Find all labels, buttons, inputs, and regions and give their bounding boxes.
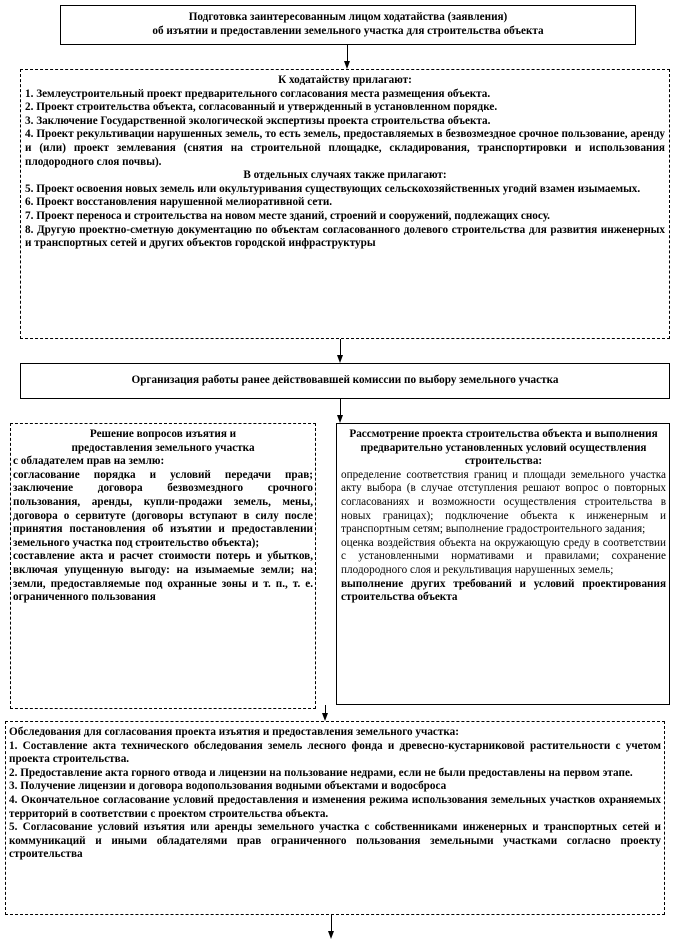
review-paragraph-3: выполнение других требований и условий проектирования строительства объекта [341, 577, 666, 604]
inspection-item-1: 1. Составление акта технического обследования земель лесного фонда и древесно-кустарниковой растительности с учетом проекта строительства. [9, 739, 661, 766]
review-paragraph-1: определение соответствия границ и площади земельного участка акту выбора (в случае отступления решают вопрос о повторных согласованиях и возможности осуществления строительства в новых границах); подключение объекта к инженерным и транспортным сетям; выполнение градостроительного задания; [341, 468, 666, 536]
attachment-item-1: 1. Землеустроительный проект предварительного согласования места размещения объекта. [25, 87, 491, 100]
arrow-out-bottom [328, 915, 336, 939]
inspection-item-2: 2. Предоставление акта горного отвода и лицензии на пользование недрами, если не были предоставлены на первом этапе. [9, 766, 633, 779]
attachment-item-5: 5. Проект освоения новых земель или окультуривания существующих сельскохозяйственных угодий взамен изымаемых. [25, 182, 641, 195]
arrow-1-2 [344, 45, 352, 69]
attachment-item-2: 2. Проект строительства объекта, согласованный и утвержденный в установленном порядке. [25, 101, 498, 114]
inspection-item-4: 4. Окончательное согласование условий предоставления и изменения режима использования земельных участков охраняемых территорий в соответствии с проектом строительства объекта. [9, 793, 661, 820]
withdrawal-subtitle: с обладателем прав на землю: [13, 455, 165, 468]
commission-text: Организация работы ранее действовавшей комиссии по выбору земельного участка [131, 374, 559, 386]
attachment-item-3: 3. Заключение Государственной экологической экспертизы проекта строительства объекта. [25, 114, 491, 127]
review-paragraph-2: оценка воздействия объекта на окружающую среду в соответствии с установленными нормативами и правилами; сохранение плодородного слоя и рекультивация нарушенных земель; [341, 536, 666, 576]
box-petition-preparation [60, 5, 636, 45]
attachments-subheading: В отдельных случаях также прилагают: [243, 169, 447, 182]
box-attachments [20, 69, 670, 339]
attachment-item-4: 4. Проект рекультивации нарушенных земель, то есть земель, предоставляемых в безвозмездное срочное пользование, аренду и (или) проект землевания (снятия на строительной площадке, складирования, транспортировки и использования плодородного слоя почвы). [25, 128, 665, 168]
box-petition-line1: Подготовка заинтересованным лицом ходатайства (заявления) [188, 11, 508, 23]
attachment-item-6: 6. Проект восстановления нарушенной мелиоративной сети. [25, 196, 333, 209]
attachments-heading: К ходатайству прилагают: [278, 74, 412, 86]
arrow-3-split [337, 399, 345, 423]
box-project-review [336, 423, 670, 705]
box-withdrawal-issues [10, 423, 316, 709]
box-inspections [5, 721, 665, 915]
box-petition-line2: об изъятии и предоставлении земельного участка для строительства объекта [152, 24, 544, 37]
withdrawal-paragraph-2: составление акта и расчет стоимости потерь и убытков, включая упущенную выгоду: на изымаемые земли; на земли, предоставляемые под охранные зоны и т. п., т. е. ограниченного пользования [13, 550, 313, 604]
box-commission [20, 363, 670, 399]
review-title: Рассмотрение проекта строительства объекта и выполнения предварительно установленных условий осуществления строительства: [349, 428, 658, 468]
inspections-heading: Обследования для согласования проекта изъятия и предоставления земельного участка: [9, 726, 459, 738]
inspection-item-3: 3. Получение лицензии и договора водопользования водными объектами и водосброса [9, 780, 447, 793]
attachment-item-8: 8. Другую проектно-сметную документацию по объектам согласованного долевого строительства для развития инженерных и транспортных сетей и других объектов городской инфраструктуры [25, 223, 665, 250]
arrow-2-3 [337, 339, 345, 363]
withdrawal-title: Решение вопросов изъятия и предоставления земельного участка [71, 428, 255, 454]
arrow-to-inspections [322, 705, 330, 721]
inspection-item-5: 5. Согласование условий изъятия или аренды земельного участка с собственниками инженерных и транспортных сетей и коммуникаций и иными обладателями прав ограниченного пользования земельными участками согласно проекту строительства [9, 821, 661, 861]
attachment-item-7: 7. Проект переноса и строительства на новом месте зданий, строений и сооружений, подлежащих сносу. [25, 209, 550, 222]
withdrawal-paragraph-1: согласование порядка и условий передачи прав; заключение договора безвозмездного срочного пользования, аренды, купли-продажи земель, мены, договора о сервитуте (договоры вступают в силу после принятия постановления об изъятии и предоставлении земельного участка под строительство объекта); [13, 468, 313, 549]
